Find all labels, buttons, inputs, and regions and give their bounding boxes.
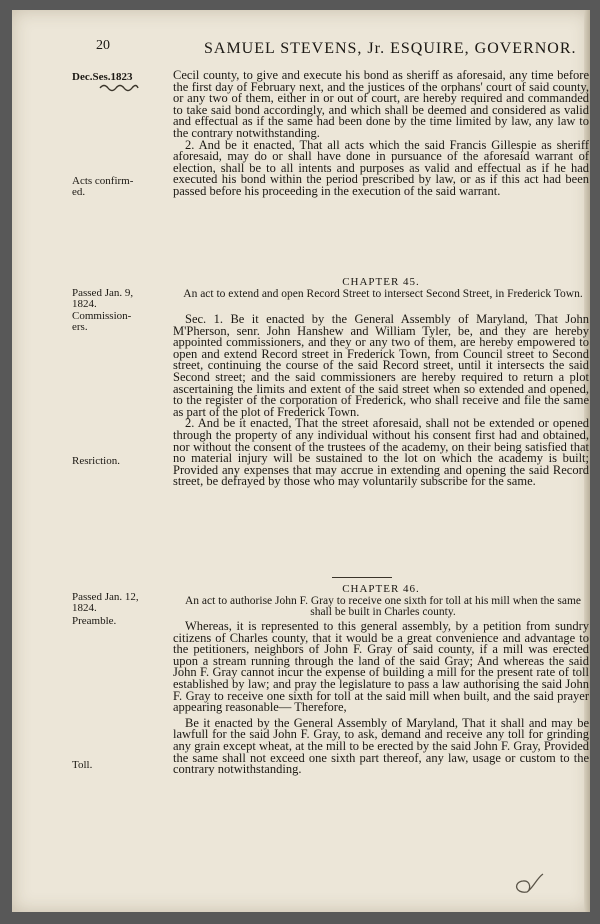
chapter-45-heading: CHAPTER 45.	[342, 276, 420, 288]
chapter-45-body	[173, 314, 589, 488]
wavy-flourish-icon	[98, 82, 140, 96]
chapter-46-preamble: Whereas, it is represented to this general assembly, by a petition from sundry citizens of Charles county, that it would be a great convenience and advantage to the petitioners, neighbors of John F. Gray of said county, if a mill was erected upon a stream running through the land of the said Gray; And whereas the said John F. Gray cannot incur the expense of building a mill for the present rate of toll established by law; and pray the legislature to pass a law authorising the said John F. Gray to receive one sixth for toll at the said mill when built, and the said prayer appearing reasonable— Therefore,	[173, 619, 589, 715]
margin-toll: Toll.	[72, 759, 93, 771]
margin-acts-confirmed: Acts confirm-ed.	[72, 175, 134, 198]
chapter-46-body	[173, 621, 589, 776]
section-divider	[332, 577, 392, 578]
margin-commissioners: Commission-ers.	[72, 310, 132, 333]
margin-date-1823: Dec.Ses.1823	[72, 71, 133, 83]
chapter-45-section-1: Sec. 1. Be it enacted by the General Assembly of Maryland, That John M'Pherson, senr. John Hanshew and William Tyler, be, and they are hereby appointed commissioners, and they or any two of them, are hereby empowered to open and extend Record street in Frederick Town, from Council street to Second street, continuing the course of the said Record street, until it intersects the said Second street; and the said commissioners are hereby required to return a plot ascertaining the limits and extent of the said street when so extended and opened, to the register of the corporation of Frederick, who shall receive and file the same as part of the plot of Frederick Town.	[173, 312, 589, 419]
margin-preamble: Preamble.	[72, 615, 117, 627]
pencil-mark-icon	[507, 872, 547, 900]
chapter-45-section-2: 2. And be it enacted, That the street aforesaid, shall not be extended or opened through the property of any individual without his consent first had and obtained, nor without the consent of the trustees of the academy, on their being satisfied that no material injury will be sustained to the lot on which the academy is built; Provided any expenses that may accrue in extending and opening the said Record street, be defrayed by those who may voluntarily subscribe for the same.	[173, 416, 589, 489]
chapter-46-heading: CHAPTER 46.	[342, 583, 420, 595]
paragraph-acts-confirmed: 2. And be it enacted, That all acts which the said Francis Gillespie as sheriff aforesaid, may do or shall have done in pursuance of the aforesaid warrant of election, shall be to all intents and purposes as valid and effectual as if he had executed his bond within the period prescribed by law, or as if this act had been passed before his proceeding in the execution of the said warrant.	[173, 137, 589, 198]
running-head: SAMUEL STEVENS, Jr. ESQUIRE, GOVERNOR.	[204, 40, 577, 57]
margin-restriction: Resriction.	[72, 455, 120, 467]
paragraph-bond: Cecil county, to give and execute his bond as sheriff as aforesaid, any time before the first day of February next, and the justices of the orphans' court of said county, or any two of them, either in or out of court, are hereby required and commanded to take said bond accordingly, and which shall be deemed and considered as valid and effectual as if the same had been done by the time limited by law, any law to the contrary notwithstanding.	[173, 68, 589, 140]
margin-passed-jan-12: Passed Jan. 12, 1824.	[72, 591, 139, 614]
body-section-1	[173, 70, 589, 198]
chapter-46-title: An act to authorise John F. Gray to receive one sixth for toll at his mill when the same shall be built in Charles county.	[184, 595, 582, 618]
chapter-46-enactment: Be it enacted by the General Assembly of Maryland, That it shall and may be lawfull for the said John F. Gray, to ask, demand and receive any toll for grinding any grain except wheat, at the mill to be erected by the said John F. Gray, Provided the same shall not exceed one sixth part thereof, any law, usage or custom to the contrary notwithstanding.	[173, 715, 589, 777]
margin-passed-jan-9: Passed Jan. 9, 1824.	[72, 287, 134, 310]
chapter-45-title: An act to extend and open Record Street to intersect Second Street, in Frederick Town.	[183, 288, 583, 300]
page-number: 20	[96, 38, 110, 53]
document-page	[12, 10, 590, 912]
